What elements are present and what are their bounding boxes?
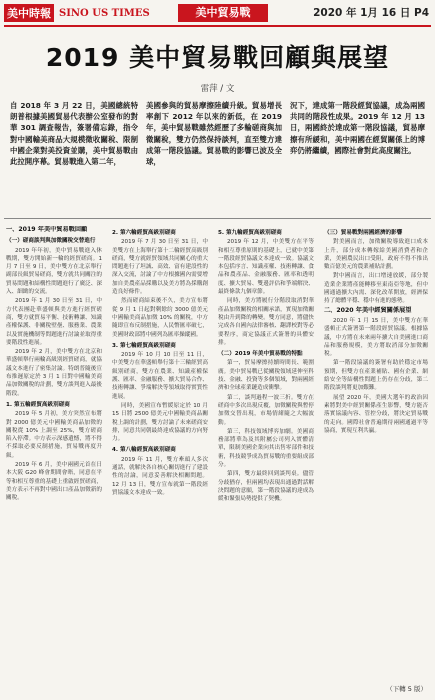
body-paragraph: 第三，科技領域博弈加劇。美國商務部將華為及其附屬公司列入實體清單，限制美國企業向其出售零部件和技術，科技競爭成為貿易戰的重要組成部分。 <box>218 428 314 469</box>
intro-column-3: 況下，達成第一階段經貿協議，成為兩國共同的階段性成果。2019 年 12 月 13 日，兩國終於達成第一階段協議，貿易摩擦有所緩和，美中兩國在經貿關係上的博弈仍將繼續，國際社會對此高度關注。 <box>290 101 425 155</box>
continued-note: （下轉 5 版） <box>386 685 427 693</box>
body-paragraph: 2019 年 11 月，雙方牽頭人多次通話，就解決各自核心關切進行了建設性的討論，同意妥善解決相關問題。12 月 13 日，雙方宣布就第一階段經貿協議文本達成一致。 <box>112 456 208 496</box>
intro-column-2: 美國參與的貿易摩擦陸續升級。貿易增長率創下 2012 年以來的新低，在 2019 年，美中貿易戰雖然經歷了多輪磋商與加徵關稅，雙方仍然保持談判，直至雙方達成第一階段協議。貿易戰的影響已波及全球， <box>146 101 282 167</box>
body-paragraph: 然而磋商結束後不久，美方宣布將從 9 月 1 日起對剩餘約 3000 億美元中國輸美商品加徵 10% 的關稅，中方隨即宣布反制措施，人民幣匯率破七，美國財政部將中國列為匯率操縱國。 <box>112 298 208 338</box>
masthead <box>0 0 435 26</box>
issue-date-page: 2020 年 1月 16 日 P4 <box>313 7 429 19</box>
body-paragraph: 2019 年 12 月，中美雙方在平等和相互尊重原則的基礎上，已就中美第一階段經貿協議文本達成一致。協議文本包括序言、知識產權、技術轉讓、食品和農產品、金融服務、匯率和透明度、擴大貿易、雙邊評估和爭端解決、最終條款九個章節。 <box>218 239 314 296</box>
subheading: 1. 第五輪經貿高級別磋商 <box>6 401 70 408</box>
body-paragraph: 第一階段協議的簽署有助於穩定市場預期，但雙方在產業補貼、國有企業、網絡安全等結構性問題上仍存在分歧，第二階段談判將更加艱難。 <box>324 360 428 392</box>
body-paragraph: 2019 年 5 月初，美方突然宣布將對 2000 億美元中國輸美商品加徵的關稅從 10% 上調至 25%，雙方磋商陷入停滯。中方表示深感遺憾，將不得不採取必要反制措施，貿易戰再度升級。 <box>6 411 102 459</box>
section-heading: 二、2020 年美中經貿關係展望 <box>324 306 412 314</box>
subheading: 4. 第八輪經貿高級別磋商 <box>112 447 176 454</box>
brand-name-en: SINO US TIMES <box>59 7 150 19</box>
body-paragraph: 2019 年 1 月 30 日至 31 日，中方代表團赴華盛頓與美方進行經貿磋商，雙方就貿易平衡、技術轉讓、知識產權保護、非關稅壁壘、服務業、農業以及實施機制等問題進行討論並取得重要階段性進展。 <box>6 298 102 346</box>
article-headline: 2019 美中貿易戰回顧與展望 <box>45 43 390 72</box>
body-column-4 <box>324 226 428 684</box>
brand-name-cn: 美中時報 <box>4 4 54 22</box>
body-paragraph: 2019 年 2 月，美中雙方在北京和華盛頓舉行兩輪高級別經貿磋商，就協議文本進行了密集討論。特朗普隨後宣布推遲原定於 3 月 1 日對中國輸美商品加徵關稅的計劃，雙方談判進入最後階段。 <box>6 349 102 397</box>
section-divider <box>4 218 431 219</box>
body-column-2 <box>112 226 208 684</box>
body-paragraph: 2019 年年初，美中貿易戰進入休戰期，雙方開始新一輪的經貿磋商。1 月 7 日至 9 日，美中雙方在北京舉行副部長級貿易磋商，雙方就共同關注的貿易問題和結構性問題進行了廣泛、深入、細緻的交流。 <box>6 247 102 296</box>
subheading: （一）磋商談判與加徵關稅交替進行 <box>6 238 96 245</box>
intro-column-1: 自 2018 年 3 月 22 日，美國總統特朗普根據美國貿易代表辦公室發布的對華 301 調查報告，簽署備忘錄，指令對中國輸美商品大規模徵收關稅、限制中國企業對美投資並購，美中貿易戰由此拉開序幕。貿易戰進入第二年， <box>10 101 138 167</box>
body-paragraph: 2019 年 6 月，美中兩國元首在日本大阪 G20 峰會期間會晤，同意在平等和相互尊重的基礎上重啟經貿磋商，美方表示不再對中國出口產品加徵新的關稅。 <box>6 462 102 502</box>
brand-logo <box>4 4 150 22</box>
section-heading: 一、2019 年美中貿易戰回顧 <box>6 226 88 233</box>
article-byline: 雷萍 / 文 <box>200 84 235 94</box>
body-paragraph: 同時，美國宣布暫緩原定於 10 月 15 日將 2500 億美元中國輸美商品關稅上調的計劃，雙方討論了未來磋商安排，同意共同朝最終達成協議的方向努力。 <box>112 402 208 443</box>
body-paragraph: 2019 年 7 月 30 日至 31 日，中美雙方在上海舉行第十二輪經貿高級別磋商，雙方就經貿領域共同關心的重大問題進行了坦誠、高效、富有建設性的深入交流，討論了中方根據國內需要增加自美農產品採購以及美方將為採購創造良好條件。 <box>112 239 208 296</box>
subheading: 2. 第六輪經貿高級別磋商 <box>112 230 176 236</box>
subheading: 5. 第九輪經貿高級別磋商 <box>218 230 282 236</box>
body-paragraph: 第二，談判過程一波三折。雙方在磋商中多次出現反覆，加徵關稅與暫停加徵交替出現，市場情緒隨之大幅波動。 <box>218 394 314 426</box>
body-paragraph: 對中國而言，出口增速放緩，部分製造業企業將產能轉移至東南亞等地，但中國通過擴大內需、深化改革開放，經濟保持了總體平穩、穩中有進的態勢。 <box>324 273 428 305</box>
section-label: 美中貿易戰 <box>178 4 268 22</box>
subheading: （二）2019 年美中貿易戰的特點 <box>218 351 303 358</box>
body-column-1 <box>6 226 102 684</box>
body-paragraph: 同時，美方將履行分階段取消對華產品加徵關稅的相關承諾，實現加徵關稅由升到降的轉變。雙方同意，將儘快完成各自國內法律審核、翻譯校對等必要程序，商定協議正式簽署的具體安排。 <box>218 298 314 346</box>
body-paragraph: 第四，雙方最終回到談判桌。儘管分歧猶存，但兩國均表現出通過對話解決問題的意願，第一階段協議的達成為緩和緊張局勢提供了契機。 <box>218 471 314 503</box>
header-rule <box>4 25 431 27</box>
subheading: （三）貿易戰對兩國經濟的影響 <box>324 230 403 236</box>
subheading: 3. 第七輪經貿高級別磋商 <box>112 342 176 349</box>
body-paragraph: 2020 年 1 月 15 日，美中雙方在華盛頓正式簽署第一階段經貿協議。根據協議，中方將在未來兩年擴大自美國進口商品和服務規模，美方將取消部分加徵關稅。 <box>324 317 428 358</box>
body-paragraph: 2019 年 10 月 10 日至 11 日，中美雙方在華盛頓舉行第十三輪經貿高級別磋商，雙方在農業、知識產權保護、匯率、金融服務、擴大貿易合作、技術轉讓、爭端解決等領域取得實質性進展。 <box>112 352 208 400</box>
body-paragraph: 展望 2020 年，美國大選年的政治因素將對美中經貿關係產生影響，雙方能否落實協議內容、管控分歧，將決定貿易戰的走向。國際社會普遍期待兩國通過平等協商，實現互利共贏。 <box>324 394 428 434</box>
body-column-3 <box>218 226 314 684</box>
body-paragraph: 對美國而言，加徵關稅導致進口成本上升，部分成本轉嫁給美國消費者和企業，美國農民出口受阻，政府不得不推出數百億美元的農業補貼計劃。 <box>324 239 428 271</box>
body-paragraph: 第一，貿易摩擦持續時間長、範圍廣。美中貿易戰已從關稅領域延伸至科技、金融、投資等多個領域，對兩國經濟和全球產業鏈造成衝擊。 <box>218 360 314 392</box>
